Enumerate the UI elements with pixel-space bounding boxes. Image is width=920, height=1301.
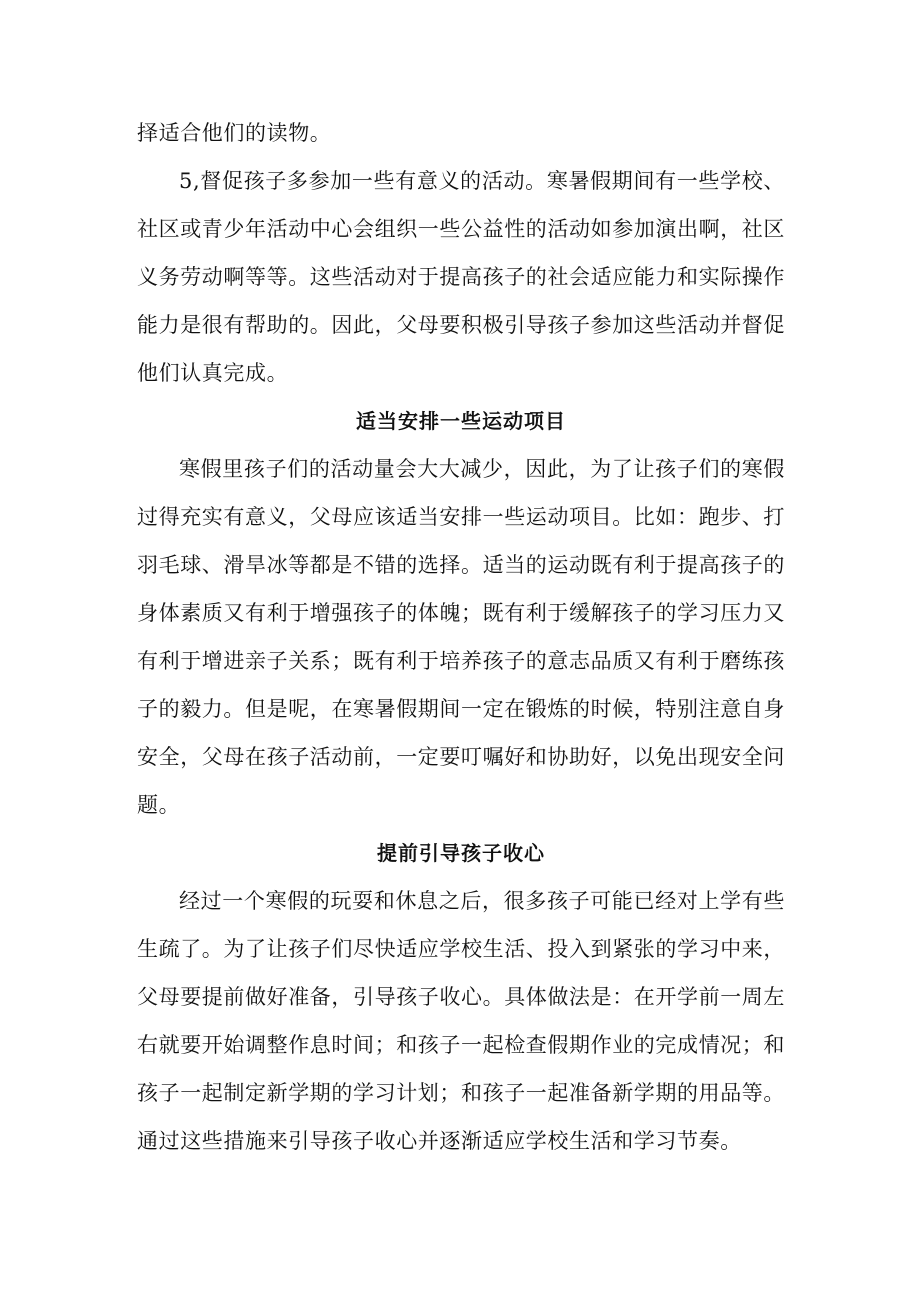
section-heading-exercise: 适当安排一些运动项目	[356, 409, 566, 433]
paragraph-encourage-activities: 5,督促孩子多参加一些有意义的活动。寒暑假期间有一些学校、社区或青少年活动中心会组织一些公益性的活动如参加演出啊，社区义务劳动啊等等。这些活动对于提高孩子的社会适应能力和实际操作能力是很有帮助的。因此，父母要积极引导孩子参加这些活动并督促他们认真完成。	[137, 169, 785, 385]
paragraph-refocus: 经过一个寒假的玩耍和休息之后，很多孩子可能已经对上学有些生疏了。为了让孩子们尽快适应学校生活、投入到紧张的学习中来，父母要提前做好准备，引导孩子收心。具体做法是：在开学前一周左右就要开始调整作息时间；和孩子一起检查假期作业的完成情况；和孩子一起制定新学期的学习计划；和孩子一起准备新学期的用品等。通过这些措施来引导孩子收心并逐渐适应学校生活和学习节奏。	[137, 889, 785, 1153]
paragraph-exercise: 寒假里孩子们的活动量会大大减少，因此，为了让孩子们的寒假过得充实有意义，父母应该适当安排一些运动项目。比如：跑步、打羽毛球、滑旱冰等都是不错的选择。适当的运动既有利于提高孩子的身体素质又有利于增强孩子的体魄；既有利于缓解孩子的学习压力又有利于增进亲子关系；既有利于培养孩子的意志品质又有利于磨练孩子的毅力。但是呢，在寒暑假期间一定在锻炼的时候，特别注意自身安全，父母在孩子活动前，一定要叮嘱好和协助好，以免出现安全问题。	[137, 457, 785, 817]
document-body	[137, 109, 785, 1165]
paragraph-continuation: 择适合他们的读物。	[137, 121, 332, 145]
section-heading-refocus: 提前引导孩子收心	[377, 841, 545, 865]
